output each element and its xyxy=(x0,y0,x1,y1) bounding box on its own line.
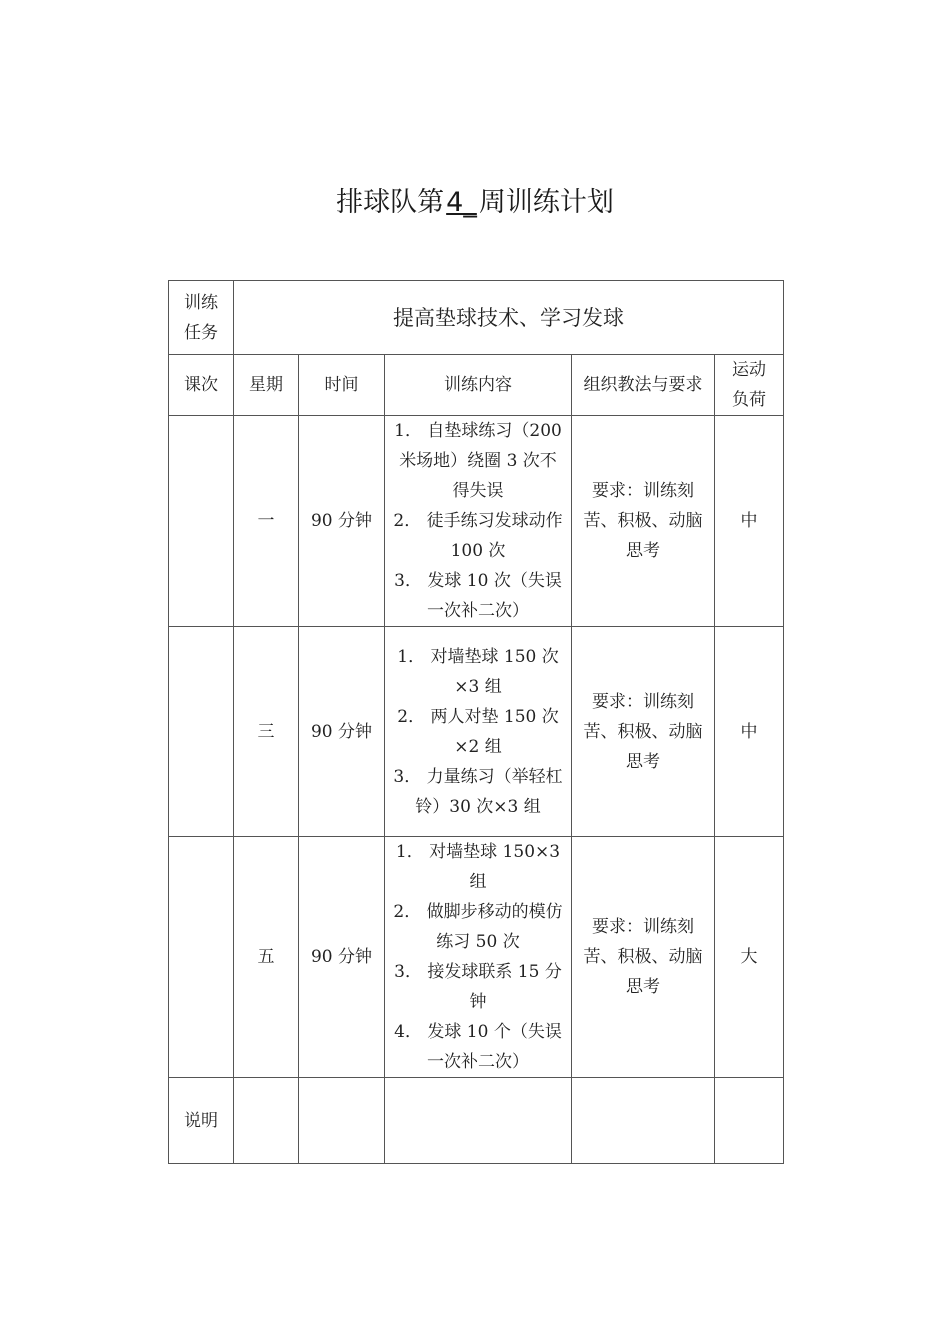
method-cell: 要求：训练刻苦、积极、动脑思考 xyxy=(572,627,715,837)
notes-cell xyxy=(715,1078,784,1164)
load-cell: 大 xyxy=(715,837,784,1078)
list-item: 3． 发球 10 次（失误一次补二次） xyxy=(394,571,562,621)
weekday-cell: 三 xyxy=(234,627,299,837)
session-cell xyxy=(169,416,234,627)
list-item: 1． 对墙垫球 150 次×3 组 xyxy=(397,646,559,697)
content-cell xyxy=(385,627,572,837)
notes-cell xyxy=(234,1078,299,1164)
notes-cell xyxy=(385,1078,572,1164)
title-week-number: 4_ xyxy=(446,187,477,218)
table-row xyxy=(169,416,784,627)
list-item: 1． 自垫球练习（200米场地）绕圈 3 次不得失误 xyxy=(394,421,562,501)
method-cell: 要求：训练刻苦、积极、动脑思考 xyxy=(572,837,715,1078)
training-plan-table xyxy=(168,280,784,1164)
notes-label: 说明 xyxy=(169,1078,234,1164)
list-item: 2． 做脚步移动的模仿练习 50 次 xyxy=(393,902,563,952)
header-row xyxy=(169,355,784,416)
task-row xyxy=(169,281,784,355)
weekday-cell: 一 xyxy=(234,416,299,627)
notes-row xyxy=(169,1078,784,1164)
session-cell xyxy=(169,627,234,837)
header-time: 时间 xyxy=(299,355,385,416)
list-item: 3． 力量练习（举轻杠铃）30 次×3 组 xyxy=(393,766,563,817)
weekday-cell: 五 xyxy=(234,837,299,1078)
session-cell xyxy=(169,837,234,1078)
header-session: 课次 xyxy=(169,355,234,416)
load-cell: 中 xyxy=(715,416,784,627)
notes-cell xyxy=(299,1078,385,1164)
list-item: 2． 徒手练习发球动作 100 次 xyxy=(393,511,563,561)
header-content: 训练内容 xyxy=(385,355,572,416)
table-row xyxy=(169,627,784,837)
content-cell xyxy=(385,837,572,1078)
task-value: 提高垫球技术、学习发球 xyxy=(234,281,784,355)
list-item: 1． 对墙垫球 150×3 组 xyxy=(395,842,561,892)
time-cell: 90 分钟 xyxy=(299,416,385,627)
time-cell: 90 分钟 xyxy=(299,837,385,1078)
content-cell xyxy=(385,416,572,627)
header-method: 组织教法与要求 xyxy=(572,355,715,416)
notes-cell xyxy=(572,1078,715,1164)
task-label: 训练 任务 xyxy=(169,281,234,355)
list-item: 4． 发球 10 个（失误一次补二次） xyxy=(394,1022,562,1072)
list-item: 2． 两人对垫 150 次×2 组 xyxy=(397,706,559,757)
page-title xyxy=(0,180,950,219)
title-prefix: 排球队第 xyxy=(336,187,445,218)
title-suffix: 周训练计划 xyxy=(478,187,614,218)
header-weekday: 星期 xyxy=(234,355,299,416)
list-item: 3． 接发球联系 15 分钟 xyxy=(394,962,562,1012)
table-row xyxy=(169,837,784,1078)
time-cell: 90 分钟 xyxy=(299,627,385,837)
header-load: 运动 负荷 xyxy=(715,355,784,416)
method-cell: 要求：训练刻苦、积极、动脑思考 xyxy=(572,416,715,627)
load-cell: 中 xyxy=(715,627,784,837)
